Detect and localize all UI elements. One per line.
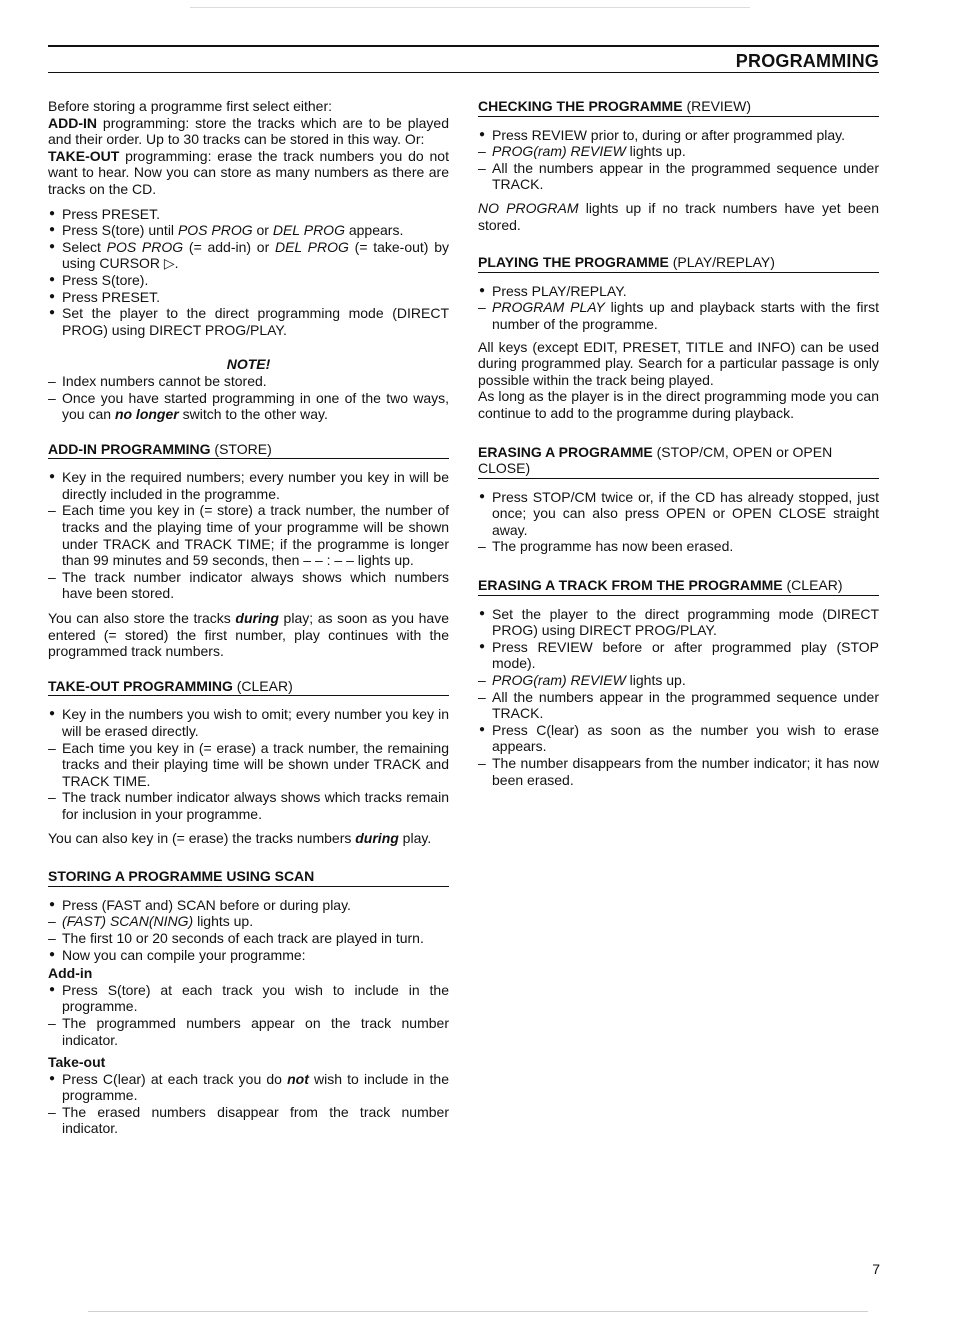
list-item: – All the numbers appear in the programmed sequence under TRACK. (478, 689, 879, 722)
list-item: ● Now you can compile your programme: (48, 947, 449, 964)
heading-bold: PLAYING THE PROGRAMME (478, 254, 669, 271)
step-item (48, 222, 449, 239)
erasing-heading (478, 444, 879, 479)
erasing-list (478, 489, 879, 555)
heading-rest: (STOP/CM, OPEN or OPEN CLOSE) (478, 443, 833, 477)
addin-heading (48, 441, 449, 460)
left-column (48, 98, 449, 1137)
step-item: ● Press S(tore). (48, 272, 449, 289)
step-item: ● Press PRESET. (48, 289, 449, 306)
heading-bold: ERASING A TRACK FROM THE PROGRAMME (478, 577, 783, 594)
step-text: appears. (344, 222, 404, 239)
paragraph-emphasis: during (235, 610, 279, 627)
display-term: NO PROGRAM (478, 199, 579, 216)
playing-paragraph-1: All keys (except EDIT, PRESET, TITLE and INFO) can be used during programmed play. Search for a particular passage is only possible within the track being played. (478, 338, 879, 388)
scan-list (48, 897, 449, 963)
display-term: PROGRAM PLAY (492, 299, 605, 316)
list-item: – The track number indicator always shows which tracks remain for inclusion in your programme. (48, 789, 449, 822)
step-text: (= add-in) or (183, 238, 275, 255)
list-text: lights up. (193, 913, 254, 930)
paragraph-text: You can also store the tracks (48, 610, 236, 627)
setup-steps (48, 206, 449, 339)
heading-bold: ERASING A PROGRAMME (478, 443, 653, 460)
list-item: – All the numbers appear in the programmed sequence under TRACK. (478, 160, 879, 193)
list-text: lights up. (625, 672, 686, 689)
list-item: ● Press REVIEW before or after programmed play (STOP mode). (478, 639, 879, 672)
scan-noise-bottom (88, 1311, 868, 1312)
step-text: or (252, 222, 273, 239)
list-item: ● Set the player to the direct programming mode (DIRECT PROG) using DIRECT PROG/PLAY. (478, 606, 879, 639)
list-item: – The erased numbers disappear from the track number indicator. (48, 1104, 449, 1137)
note-item: – Index numbers cannot be stored. (48, 373, 449, 390)
intro-takeout-term: TAKE-OUT (48, 147, 120, 164)
list-text: lights up. (625, 143, 686, 160)
list-item: ● Press REVIEW prior to, during or after programmed play. (478, 127, 879, 144)
heading-bold: TAKE-OUT PROGRAMMING (48, 677, 233, 694)
scan-noise-top (190, 7, 750, 8)
step-item (48, 239, 449, 272)
paragraph-text: lights up if no track numbers have yet been stored. (478, 199, 879, 233)
list-item: – The track number indicator always shows which numbers have been stored. (48, 569, 449, 602)
note-list (48, 373, 449, 423)
playing-heading (478, 254, 879, 273)
heading-rest: (CLEAR) (232, 677, 293, 694)
note-item (48, 390, 449, 423)
erasing-track-list (478, 606, 879, 789)
step-text: (= take-out) by using CURSOR ▷. (62, 238, 449, 272)
note-text: Once you have started programming in one of the two ways, you can (62, 389, 449, 423)
scan-heading (48, 868, 449, 887)
display-term: (FAST) SCAN(NING) (62, 913, 194, 930)
list-item: ● Press (FAST and) SCAN before or during play. (48, 897, 449, 914)
scan-takeout-list (48, 1071, 449, 1137)
addin-paragraph (48, 610, 449, 660)
list-item: – Each time you key in (= store) a track number, the number of tracks and the playing time of your programme will be shown under TRACK and TRACK TIME; if the programme is longer than 99 minutes and 59 seconds, then – – : – – lights up. (48, 502, 449, 568)
list-item (478, 299, 879, 332)
list-item: ● Press S(tore) at each track you wish to include in the programme. (48, 982, 449, 1015)
heading-rest: (REVIEW) (682, 98, 752, 114)
erasing-track-heading (478, 577, 879, 596)
addin-list (48, 469, 449, 602)
list-text: Press C(lear) at each track you do (62, 1070, 288, 1087)
intro-takeout (48, 148, 449, 198)
scan-addin-list (48, 982, 449, 1048)
heading-rest: (CLEAR) (782, 577, 843, 594)
list-item (48, 913, 449, 930)
playing-list (478, 283, 879, 333)
heading-rest: (PLAY/REPLAY) (668, 254, 775, 271)
display-term: PROG(ram) REVIEW (492, 672, 626, 689)
paragraph-emphasis: during (355, 829, 399, 846)
display-term: DEL PROG (274, 238, 349, 255)
list-item: – The programmed numbers appear on the track number indicator. (48, 1015, 449, 1048)
heading-rest: (STORE) (210, 440, 272, 457)
list-emphasis: not (287, 1070, 309, 1087)
paragraph-text: You can also key in (= erase) the tracks numbers (48, 829, 356, 846)
scan-takeout-title: Take-out (48, 1054, 106, 1071)
list-item: ● Press STOP/CM twice or, if the CD has already stopped, just once; you can also press OPEN or OPEN CLOSE straight away. (478, 489, 879, 539)
note-title: NOTE! (226, 356, 271, 373)
list-item: ● Press PLAY/REPLAY. (478, 283, 879, 300)
list-item: ● Press C(lear) as soon as the number you wish to erase appears. (478, 722, 879, 755)
list-item: – Each time you key in (= erase) a track number, the remaining tracks and their playing time will be shown under TRACK and TRACK TIME. (48, 740, 449, 790)
list-item: ● Key in the numbers you wish to omit; every number you key in will be erased directly. (48, 706, 449, 739)
paragraph-text: play; as soon as you have entered (= stored) the first number, play continues with the programmed track numbers. (48, 610, 449, 660)
header-rule-bottom (48, 72, 879, 73)
scan-addin-title: Add-in (48, 965, 93, 982)
list-text: wish to include in the programme. (62, 1070, 450, 1104)
display-term: POS PROG (106, 238, 184, 255)
intro-lead: Before storing a programme first select either: (48, 98, 333, 114)
step-text: Select (62, 238, 107, 255)
step-item: ● Press PRESET. (48, 206, 449, 223)
checking-heading (478, 98, 879, 117)
display-term: DEL PROG (272, 222, 345, 239)
note-emphasis: no longer (114, 406, 179, 423)
step-text: Press S(tore) until (62, 222, 178, 239)
checking-paragraph (478, 200, 879, 233)
intro-addin (48, 115, 449, 148)
list-item (478, 672, 879, 689)
list-text: lights up and playback starts with the first number of the programme. (492, 299, 879, 332)
heading-bold: ADD-IN PROGRAMMING (48, 440, 211, 457)
intro-takeout-text: programming: erase the track numbers you do not want to hear. Now you can store as many numbers as there are tracks on the CD. (48, 147, 449, 197)
display-term: POS PROG (177, 222, 253, 239)
takeout-paragraph (48, 830, 449, 847)
header-rule-top (48, 45, 879, 47)
takeout-list (48, 706, 449, 822)
display-term: PROG(ram) REVIEW (492, 143, 626, 160)
right-column (478, 98, 879, 788)
heading-bold: STORING A PROGRAMME USING SCAN (48, 868, 315, 885)
list-item: – The first 10 or 20 seconds of each track are played in turn. (48, 930, 449, 947)
heading-bold: CHECKING THE PROGRAMME (478, 98, 683, 114)
takeout-heading (48, 678, 449, 697)
list-item: – The number disappears from the number indicator; it has now been erased. (478, 755, 879, 788)
list-item: ● Key in the required numbers; every number you key in will be directly included in the programme. (48, 469, 449, 502)
page-title: PROGRAMMING (735, 51, 879, 71)
intro-addin-text: programming: store the tracks which are to be played and their order. Up to 30 tracks can be stored in this way. Or: (48, 114, 449, 148)
note-text: switch to the other way. (178, 406, 328, 423)
playing-paragraph-2: As long as the player is in the direct programming mode you can continue to add to the programme during playback. (478, 388, 879, 421)
page-number: 7 (872, 1261, 880, 1277)
intro-addin-term: ADD-IN (48, 114, 97, 131)
list-item: – The programme has now been erased. (478, 538, 879, 555)
list-item (48, 1071, 449, 1104)
list-item (478, 143, 879, 160)
step-item: ● Set the player to the direct programming mode (DIRECT PROG) using DIRECT PROG/PLAY. (48, 305, 449, 338)
paragraph-text: play. (398, 829, 432, 846)
checking-list (478, 127, 879, 193)
